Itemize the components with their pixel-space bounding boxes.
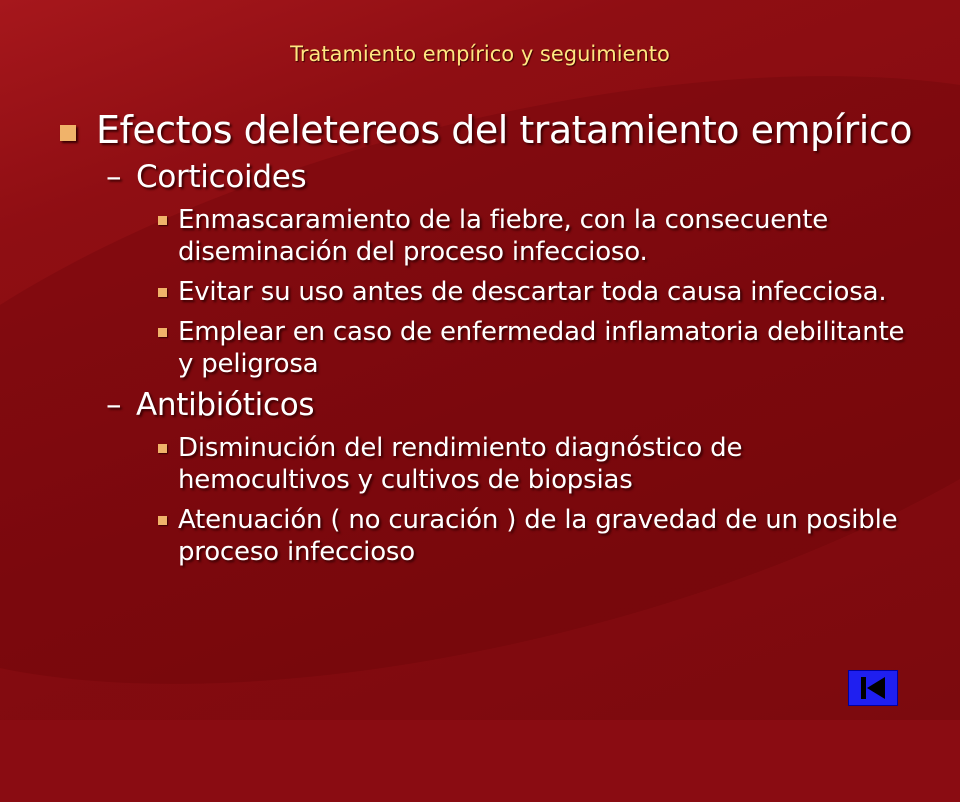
sub-bullet <box>60 316 920 380</box>
main-bullet <box>60 108 920 152</box>
section-heading-text: Corticoides <box>136 159 307 195</box>
slide-title: Tratamiento empírico y seguimiento <box>290 42 670 66</box>
sub-bullet <box>60 276 920 308</box>
slide-content <box>60 108 920 568</box>
sub-bullet-text: Disminución del rendimiento diagnóstico de hemocultivos y cultivos de biopsias <box>178 433 743 495</box>
dash-icon: – <box>106 387 122 423</box>
small-square-bullet-icon <box>158 444 167 453</box>
small-square-bullet-icon <box>158 288 167 297</box>
small-square-bullet-icon <box>158 216 167 225</box>
main-bullet-text: Efectos deletereos del tratamiento empírico <box>96 108 912 152</box>
sub-bullet <box>60 204 920 268</box>
small-square-bullet-icon <box>158 328 167 337</box>
sub-bullet <box>60 504 920 568</box>
sub-bullet-text: Enmascaramiento de la fiebre, con la consecuente diseminación del proceso infeccioso. <box>178 205 829 267</box>
first-slide-button[interactable] <box>848 670 898 706</box>
section-heading-antibioticos <box>60 386 920 424</box>
section-heading-corticoides <box>60 158 920 196</box>
section-heading-text: Antibióticos <box>136 387 315 423</box>
sub-bullet-text: Emplear en caso de enfermedad inflamatoria debilitante y peligrosa <box>178 317 905 379</box>
sub-bullet-text: Evitar su uso antes de descartar toda causa infecciosa. <box>178 277 887 307</box>
sub-bullet <box>60 432 920 496</box>
sub-bullet-text: Atenuación ( no curación ) de la gravedad de un posible proceso infeccioso <box>178 505 898 567</box>
skip-to-first-icon <box>849 671 897 705</box>
square-bullet-icon <box>60 125 76 141</box>
small-square-bullet-icon <box>158 516 167 525</box>
dash-icon: – <box>106 159 122 195</box>
